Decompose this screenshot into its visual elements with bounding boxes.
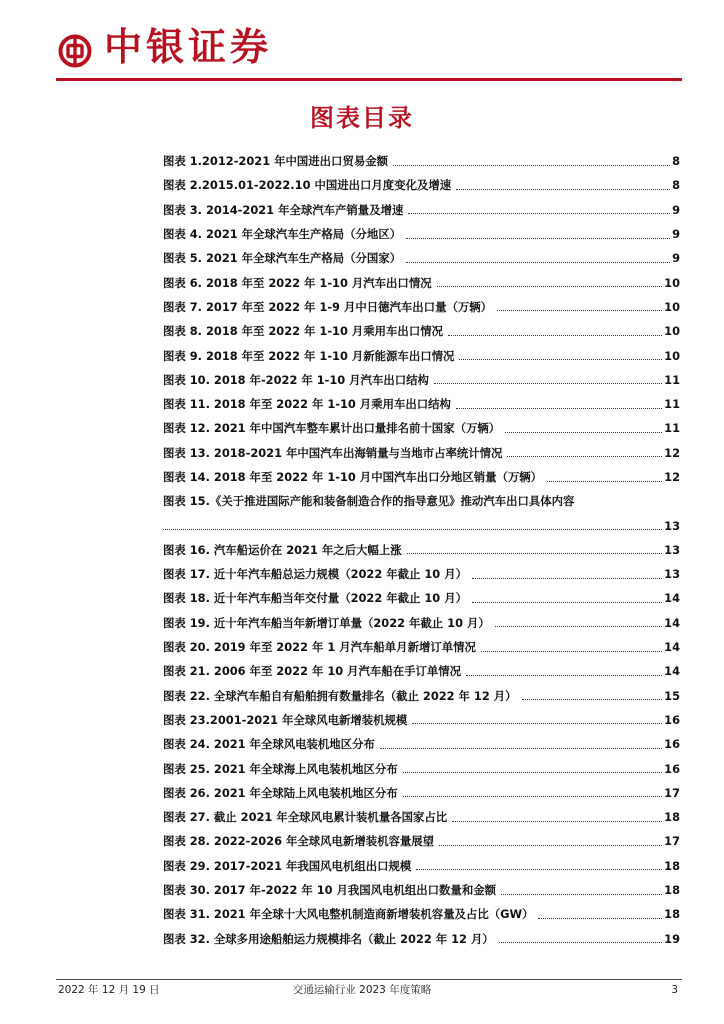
table-of-figures [163,149,680,951]
dot-leader [459,359,662,360]
toc-entry-page: 14 [664,615,680,630]
toc-entry-page: 9 [672,227,680,242]
toc-entry-label: 图表 21. 2006 年至 2022 年 10 月汽车船在手订单情况 [163,664,462,679]
toc-entry[interactable] [163,149,680,173]
toc-entry[interactable] [163,781,680,805]
toc-entry-label: 图表 1.2012-2021 年中国进出口贸易金额 [163,154,389,169]
dot-leader [501,894,662,895]
toc-entry-page: 16 [664,712,680,727]
toc-entry-label: 图表 31. 2021 年全球十大风电整机制造商新增装机容量及占比（GW） [163,907,534,922]
toc-entry-label: 图表 14. 2018 年至 2022 年 1-10 月中国汽车出口分地区销量（万辆） [163,470,543,484]
toc-entry-label: 图表 27. 截止 2021 年全球风电累计装机量各国家占比 [163,810,448,825]
dot-leader [434,383,662,384]
toc-entry-label: 图表 16. 汽车船运价在 2021 年之后大幅上涨 [163,542,402,557]
dot-leader [452,821,662,822]
dot-leader [163,529,662,530]
toc-entry-label: 图表 23.2001-2021 年全球风电新增装机规模 [163,712,408,727]
toc-entry-label: 图表 28. 2022-2026 年全球风电新增装机容量展望 [163,834,435,849]
toc-entry-page: 18 [664,810,680,825]
brand-name: 中银证券 [104,24,273,69]
toc-entry-page: 13 [664,542,680,557]
dot-leader [416,869,662,870]
dot-leader [403,772,663,773]
toc-entry-label: 图表 12. 2021 年中国汽车整车累计出口量排名前十国家（万辆） [163,421,501,436]
toc-entry[interactable] [163,829,680,853]
toc-entry-continuation[interactable] [163,513,680,537]
toc-entry-label: 图表 25. 2021 年全球海上风电装机地区分布 [163,761,398,776]
toc-entry-label: 图表 26. 2021 年全球陆上风电装机地区分布 [163,785,398,800]
toc-entry-page: 12 [664,445,680,460]
dot-leader [407,553,663,554]
bank-of-china-logo-icon [58,34,92,68]
dot-leader [439,845,662,846]
toc-entry[interactable] [163,441,680,465]
toc-entry[interactable] [163,878,680,902]
dot-leader [412,723,662,724]
dot-leader [481,651,662,652]
dot-leader [380,748,662,749]
toc-entry[interactable] [163,732,680,756]
dot-leader [547,481,662,482]
dot-leader [403,796,663,797]
toc-entry[interactable] [163,708,680,732]
toc-entry-page: 14 [664,591,680,606]
dot-leader [499,942,662,943]
toc-entry-label: 图表 4. 2021 年全球汽车生产格局（分地区） [163,227,402,242]
dot-leader [472,578,662,579]
toc-entry[interactable] [163,416,680,440]
toc-entry-page: 16 [664,737,680,752]
dot-leader [505,432,662,433]
toc-entry[interactable] [163,927,680,951]
toc-entry-page: 18 [664,883,680,898]
page-header [0,0,724,84]
dot-leader [437,286,663,287]
toc-entry[interactable] [163,805,680,829]
dot-leader [472,602,662,603]
toc-entry-page: 10 [664,324,680,339]
toc-entry-label: 图表 20. 2019 年至 2022 年 1 月汽车船单月新增订单情况 [163,640,476,655]
toc-entry-label: 图表 29. 2017-2021 年我国风电机组出口规模 [163,858,412,873]
toc-entry-page: 10 [664,299,680,314]
toc-entry-page: 15 [664,688,680,703]
dot-leader [507,456,662,457]
toc-entry-page: 11 [664,421,680,436]
toc-entry[interactable] [163,538,680,562]
toc-entry[interactable] [163,854,680,878]
toc-entry-page: 13 [664,567,680,582]
toc-entry-label: 图表 18. 近十年汽车船当年交付量（2022 年截止 10 月） [163,591,467,606]
toc-entry-page: 12 [664,470,680,484]
toc-entry-page: 9 [672,202,680,217]
toc-entry[interactable] [163,173,680,197]
toc-entry-label: 图表 13. 2018-2021 年中国汽车出海销量与当地市占率统计情况 [163,445,503,460]
toc-entry-label: 图表 5. 2021 年全球汽车生产格局（分国家） [163,251,402,266]
toc-entry-label: 图表 30. 2017 年-2022 年 10 月我国风电机组出口数量和金额 [163,883,496,898]
toc-entry-page: 9 [672,251,680,266]
toc-entry-page: 11 [664,372,680,387]
toc-entry-label: 图表 19. 近十年汽车船当年新增订单量（2022 年截止 10 月） [163,615,490,630]
toc-entry-page: 13 [664,518,680,533]
dot-leader [522,699,663,700]
toc-entry-page: 8 [672,178,680,193]
toc-entry-label: 图表 10. 2018 年-2022 年 1-10 月汽车出口结构 [163,372,429,387]
toc-entry-label: 图表 2.2015.01-2022.10 中国进出口月度变化及增速 [163,178,452,193]
toc-entry[interactable] [163,246,680,270]
dot-leader [393,165,670,166]
toc-entry-page: 19 [664,931,680,946]
toc-entry-page: 11 [664,397,680,412]
dot-leader [406,262,670,263]
dot-leader [495,626,662,627]
toc-entry-label: 图表 17. 近十年汽车船总运力规模（2022 年截止 10 月） [163,567,467,582]
dot-leader [538,918,662,919]
toc-entry[interactable] [163,368,680,392]
toc-entry[interactable] [163,902,680,926]
toc-entry-page: 18 [664,907,680,922]
footer-page-number: 3 [671,984,678,996]
toc-entry[interactable] [163,635,680,659]
toc-entry[interactable] [163,392,680,416]
toc-entry[interactable] [163,465,680,489]
toc-entry-page: 17 [664,834,680,849]
toc-entry-page: 14 [664,664,680,679]
toc-entry[interactable] [163,270,680,294]
toc-entry-label: 图表 22. 全球汽车船自有船舶拥有数量排名（截止 2022 年 12 月） [163,688,517,703]
toc-entry[interactable] [163,489,680,513]
toc-entry-page: 17 [664,785,680,800]
toc-entry[interactable] [163,343,680,367]
toc-entry[interactable] [163,562,680,586]
dot-leader [448,335,662,336]
toc-entry-page: 14 [664,640,680,655]
toc-entry[interactable] [163,295,680,319]
page-title: 图表目录 [310,103,414,132]
toc-entry[interactable] [163,659,680,683]
toc-entry[interactable] [163,586,680,610]
toc-entry-label: 图表 8. 2018 年至 2022 年 1-10 月乘用车出口情况 [163,324,444,339]
toc-entry-label: 图表 32. 全球多用途船舶运力规模排名（截止 2022 年 12 月） [163,931,494,946]
toc-entry-page: 8 [672,154,680,169]
dot-leader [466,675,662,676]
toc-entry-page: 10 [664,275,680,290]
dot-leader [408,213,670,214]
toc-entry[interactable] [163,222,680,246]
toc-entry-page: 16 [664,761,680,776]
dot-leader [406,238,670,239]
toc-entry-label: 图表 6. 2018 年至 2022 年 1-10 月汽车出口情况 [163,275,432,290]
toc-entry-label: 图表 7. 2017 年至 2022 年 1-9 月中日德汽车出口量（万辆） [163,299,493,314]
toc-entry-page: 10 [664,348,680,363]
footer-doc-title: 交通运输行业 2023 年度策略 [292,984,432,996]
toc-entry[interactable] [163,319,680,343]
footer-date: 2022 年 12 月 19 日 [58,984,160,996]
toc-entry-label: 图表 11. 2018 年至 2022 年 1-10 月乘用车出口结构 [163,397,451,412]
toc-entry-label: 图表 9. 2018 年至 2022 年 1-10 月新能源车出口情况 [163,348,455,363]
header-rule [56,78,682,81]
dot-leader [456,189,670,190]
toc-entry[interactable] [163,611,680,635]
dot-leader [497,310,662,311]
toc-entry-label: 图表 3. 2014-2021 年全球汽车产销量及增速 [163,202,404,217]
dot-leader [456,408,662,409]
toc-entry-label: 图表 24. 2021 年全球风电装机地区分布 [163,737,375,752]
toc-entry[interactable] [163,756,680,780]
toc-entry[interactable] [163,684,680,708]
toc-entry[interactable] [163,198,680,222]
toc-entry-page: 18 [664,858,680,873]
toc-entry-label: 图表 15.《关于推进国际产能和装备制造合作的指导意见》推动汽车出口具体内容 [163,494,575,509]
footer-rule [56,979,682,980]
